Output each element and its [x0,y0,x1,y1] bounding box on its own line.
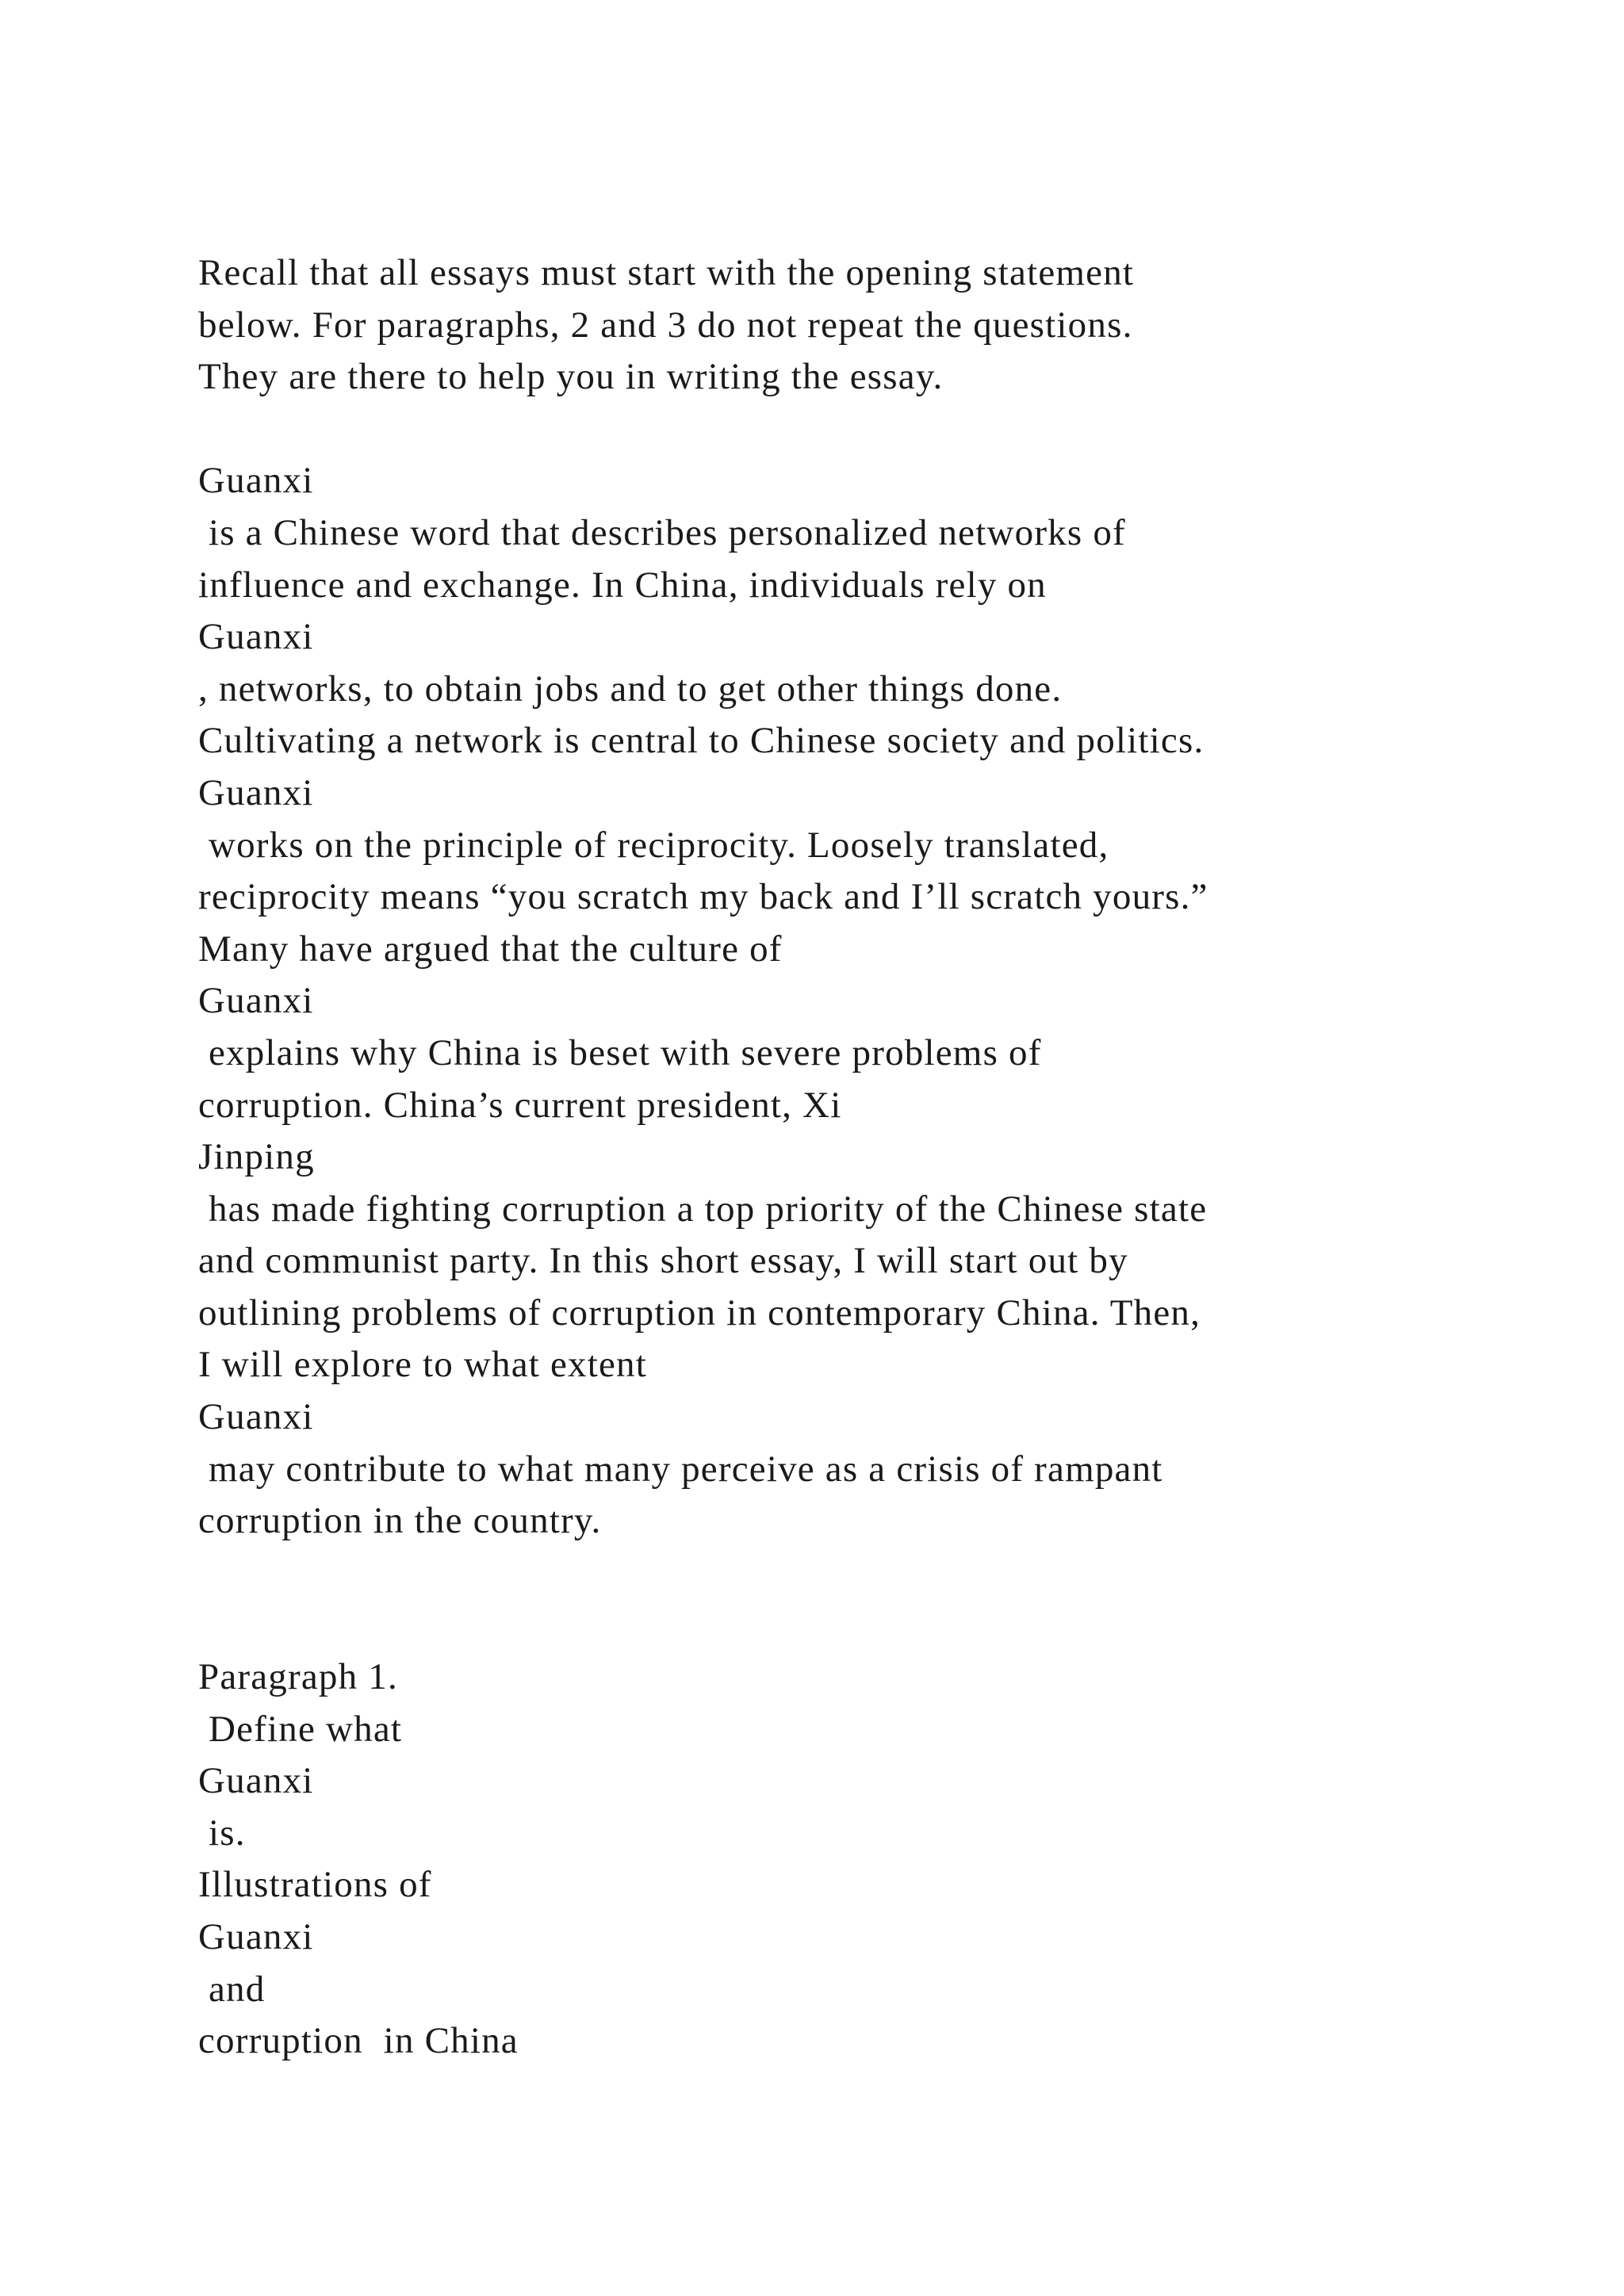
text-line: explains why China is beset with severe problems of [198,1031,1042,1073]
text-line: They are there to help you in writing the essay. [198,356,944,398]
text-line: reciprocity means “you scratch my back and I’ll scratch yours.” [198,876,1208,918]
text-line: Guanxi [198,980,314,1022]
blank-line [198,1599,1483,1651]
document-body [198,247,1483,2068]
text-line: Many have argued that the culture of [198,928,783,970]
text-line: and [198,1968,266,2010]
text-line: corruption in the country. [198,1500,602,1542]
paragraph-heading: Paragraph 1. [198,1656,398,1698]
text-line: Jinping [198,1136,315,1178]
blank-line [198,404,1483,456]
text-line: below. For paragraphs, 2 and 3 do not repeat the questions. [198,304,1133,346]
text-line: Guanxi [198,771,314,813]
text-line: , networks, to obtain jobs and to get other things done. [198,668,1063,710]
text-line: is a Chinese word that describes personalized networks of [198,511,1126,553]
text-line: outlining problems of corruption in contemporary China. Then, [198,1292,1201,1334]
text-line: Guanxi [198,616,314,658]
text-line: I will explore to what extent [198,1344,648,1386]
text-line: Illustrations of [198,1864,432,1906]
text-line: influence and exchange. In China, individuals rely on [198,564,1047,606]
text-line: Guanxi [198,1396,314,1438]
text-line: Cultivating a network is central to Chinese society and politics. [198,720,1205,762]
text-line: corruption in China [198,2020,519,2062]
text-line: corruption. China’s current president, Xi [198,1084,842,1126]
blank-line [198,1548,1483,1600]
text-line: has made fighting corruption a top priority of the Chinese state [198,1188,1208,1230]
text-line: may contribute to what many perceive as a crisis of rampant [198,1448,1163,1490]
text-line: Guanxi [198,1760,314,1802]
text-line: works on the principle of reciprocity. Loosely translated, [198,824,1109,866]
text-line: Define what [198,1708,403,1750]
text-line: Guanxi [198,460,314,502]
text-line: Guanxi [198,1916,314,1957]
text-line: and communist party. In this short essay, I will start out by [198,1240,1128,1282]
text-line: is. [198,1812,246,1854]
text-line: Recall that all essays must start with the opening statement [198,252,1135,293]
